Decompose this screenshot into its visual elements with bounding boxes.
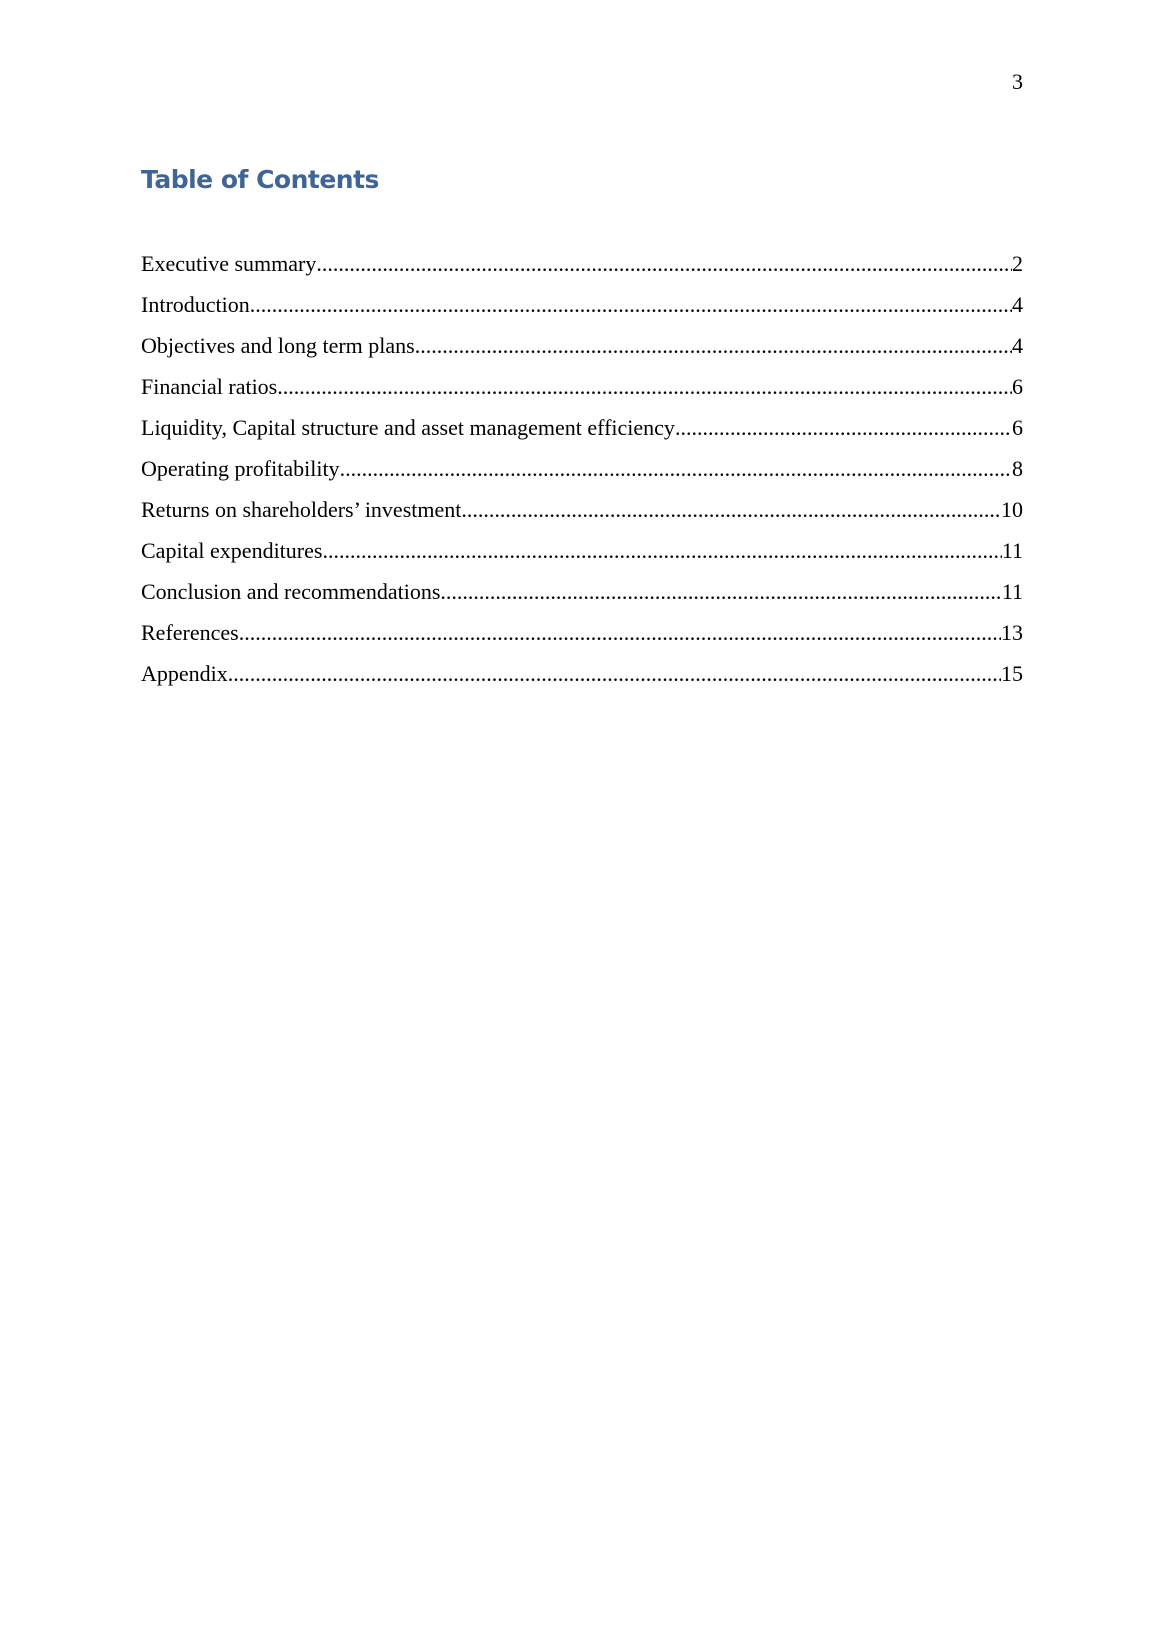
toc-dot-leader: [228, 660, 1001, 688]
toc-entry-liquidity[interactable]: [141, 414, 1023, 455]
toc-entry-title: Conclusion and recommendations: [141, 579, 441, 604]
toc-entry-title: Operating profitability: [141, 456, 340, 481]
toc-entry-returns[interactable]: [141, 496, 1023, 537]
toc-entry-introduction[interactable]: [141, 291, 1023, 332]
toc-heading: Table of Contents: [141, 165, 379, 194]
page-number: 3: [1012, 69, 1023, 94]
toc-entry-page: 4: [1012, 292, 1023, 317]
toc-entry-title: References: [141, 620, 239, 645]
toc-dot-leader: [440, 578, 1001, 606]
toc-dot-leader: [322, 537, 1001, 565]
toc-entry-page: 6: [1012, 374, 1023, 399]
toc-entry-title: Objectives and long term plans: [141, 333, 415, 358]
toc-entry-page: 4: [1012, 333, 1023, 358]
toc-entry-page: 15: [1001, 661, 1023, 686]
toc-entry-page: 10: [1001, 497, 1023, 522]
toc-entry-page: 11: [1001, 538, 1023, 563]
toc-entry-title: Capital expenditures: [141, 538, 323, 563]
toc-entry-page: 11: [1001, 579, 1023, 604]
toc-entry-page: 8: [1012, 456, 1023, 481]
toc-entry-title: Executive summary: [141, 251, 317, 276]
toc-dot-leader: [277, 373, 1012, 401]
toc-entry-objectives[interactable]: [141, 332, 1023, 373]
toc-entry-financial-ratios[interactable]: [141, 373, 1023, 414]
toc-dot-leader: [415, 332, 1012, 360]
toc-entry-page: 13: [1001, 620, 1023, 645]
toc-dot-leader: [340, 455, 1012, 483]
toc-entry-appendix[interactable]: [141, 660, 1023, 701]
toc-dot-leader: [316, 250, 1012, 278]
toc-entry-executive-summary[interactable]: [141, 250, 1023, 291]
toc-entry-page: 6: [1012, 415, 1023, 440]
toc-entry-title: Introduction: [141, 292, 250, 317]
toc-entry-title: Appendix: [141, 661, 228, 686]
toc-entry-references[interactable]: [141, 619, 1023, 660]
toc-dot-leader: [250, 291, 1012, 319]
toc-dot-leader: [675, 414, 1012, 442]
toc-entry-page: 2: [1012, 251, 1023, 276]
toc-dot-leader: [461, 496, 1001, 524]
toc-entry-title: Liquidity, Capital structure and asset management efficiency: [141, 415, 675, 440]
toc-entry-title: Returns on shareholders’ investment: [141, 497, 462, 522]
toc-entry-title: Financial ratios: [141, 374, 278, 399]
toc-entry-conclusion[interactable]: [141, 578, 1023, 619]
toc-entry-capital-expenditures[interactable]: [141, 537, 1023, 578]
toc-entry-operating-profitability[interactable]: [141, 455, 1023, 496]
toc-list: [141, 250, 1023, 701]
toc-dot-leader: [239, 619, 1001, 647]
